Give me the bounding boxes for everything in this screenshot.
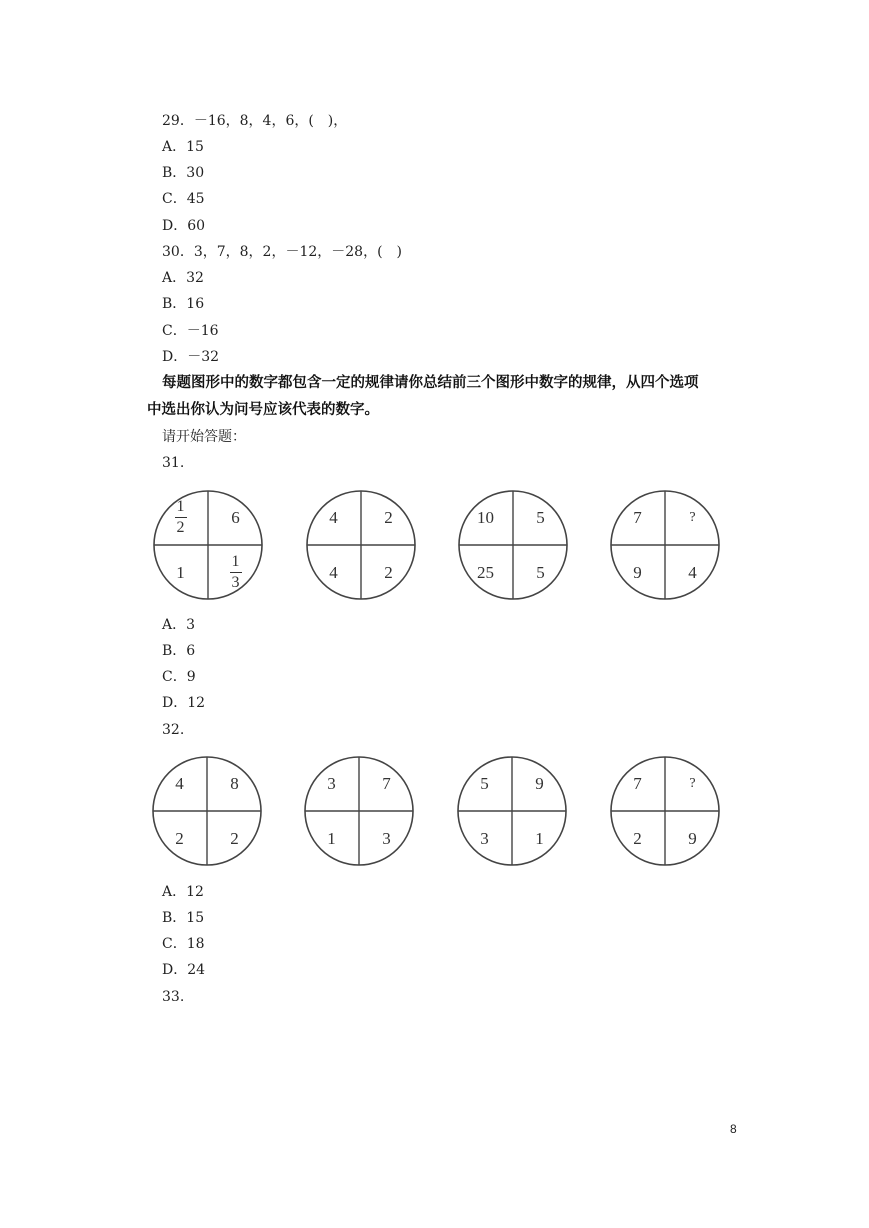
quadrant-bottom-right: 3 [382,828,391,848]
quadrant-top-right: 8 [230,773,239,793]
page-number: 8 [730,1122,737,1136]
q30-option-d: D．－32 [162,349,220,365]
quadrant-bottom-left: 3 [480,828,489,848]
quadrant-top-left [153,490,208,545]
quadrant-top-right: 5 [536,507,545,527]
q31-option-a: A．3 [162,617,196,633]
quadrant-top-right: 9 [535,773,544,793]
q32-option-a: A．12 [162,884,204,900]
quadrant-bottom-right: 1 [535,828,544,848]
q31-number: 31. [162,455,185,471]
denominator: 3 [231,574,240,591]
q32-option-b: B．15 [162,910,205,926]
q30-option-b: B．16 [162,296,205,312]
quadrant-bottom-left: 2 [175,828,184,848]
quadrant-top-left: 4 [175,773,184,793]
fraction [230,553,242,592]
quadrant-bottom-right: 5 [536,562,545,582]
quadrant-bottom-right [208,545,263,600]
q29-stem: 29．－16，8，4，6，( )， [162,113,348,129]
quadrant-top-left: 7 [633,507,642,527]
q31-option-d: D．12 [162,695,206,711]
q32-circle-3 [457,756,567,866]
fraction [175,498,187,537]
q32-circle-1 [152,756,262,866]
q31-circle-2 [306,490,416,600]
numerator: 1 [176,498,185,515]
q32-circle-2 [304,756,414,866]
quadrant-top-right: 6 [231,507,240,527]
quadrant-top-left: 4 [329,507,338,527]
q29-option-d: D．60 [162,218,206,234]
q32-option-c: C．18 [162,936,205,952]
quadrant-bottom-right: 4 [688,562,697,582]
quadrant-bottom-right: 2 [230,828,239,848]
numerator: 1 [231,553,240,570]
q33-number: 33. [162,989,185,1005]
q31-circle-3 [458,490,568,600]
start-prompt: 请开始答题： [162,429,246,445]
q32-number: 32. [162,722,185,738]
q31-circle-1 [153,490,263,600]
q30-option-a: A．32 [162,270,204,286]
quadrant-bottom-left: 2 [633,828,642,848]
q29-option-c: C．45 [162,191,205,207]
q29-option-b: B．30 [162,165,205,181]
quadrant-top-left: 5 [480,773,489,793]
quadrant-bottom-left: 1 [327,828,336,848]
q31-circle-4 [610,490,720,600]
q31-option-c: C．9 [162,669,196,685]
instructions-line-2: 中选出你认为问号应该代表的数字。 [147,402,379,418]
quadrant-bottom-left: 1 [176,562,185,582]
quadrant-bottom-right: 2 [384,562,393,582]
quadrant-top-left: 10 [477,507,494,527]
q31-option-b: B．6 [162,643,196,659]
quadrant-bottom-right: 9 [688,828,697,848]
q30-option-c: C．－16 [162,323,219,339]
quadrant-bottom-left: 25 [477,562,494,582]
quadrant-top-left: 3 [327,773,336,793]
quadrant-bottom-left: 4 [329,562,338,582]
quadrant-top-right: 2 [384,507,393,527]
q30-stem: 30．3，7，8，2，－12，－28，( ) [162,244,402,260]
instructions-line-1: 每题图形中的数字都包含一定的规律请你总结前三个图形中数字的规律，从四个选项 [162,375,699,391]
q32-circle-4 [610,756,720,866]
q32-option-d: D．24 [162,962,206,978]
quadrant-top-left: 7 [633,773,642,793]
quadrant-bottom-left: 9 [633,562,642,582]
quadrant-top-right: ? [689,775,696,791]
q29-option-a: A．15 [162,139,204,155]
quadrant-top-right: 7 [382,773,391,793]
quadrant-top-right: ? [689,509,696,525]
denominator: 2 [176,519,185,536]
